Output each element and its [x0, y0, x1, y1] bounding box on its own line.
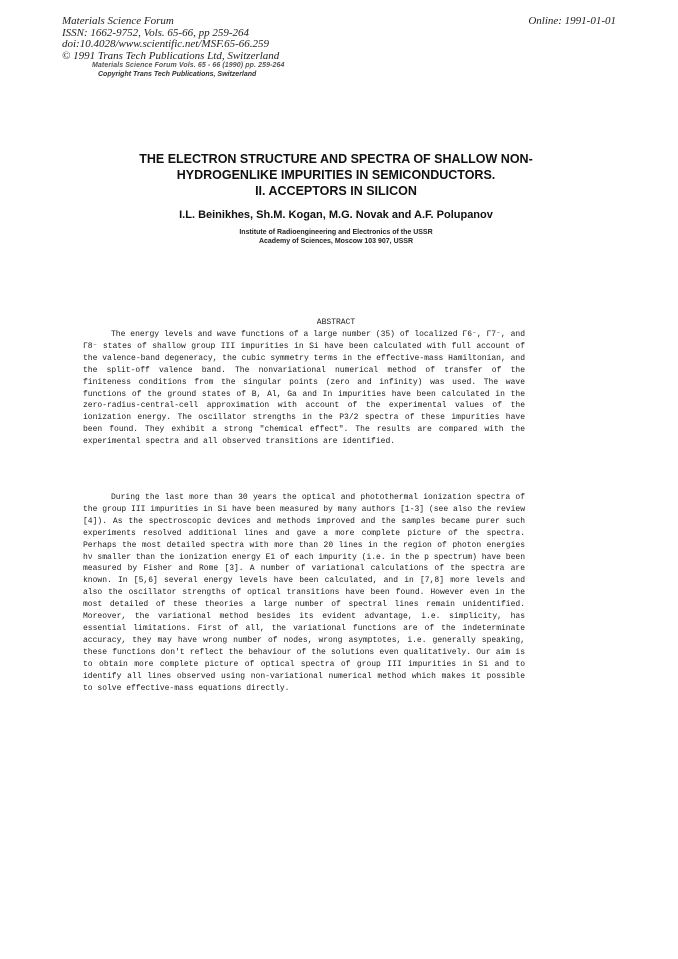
- body-text: [83, 492, 525, 694]
- affiliation-line-2: Academy of Sciences, Moscow 103 907, USSR: [258, 238, 414, 245]
- body-paragraph-1: During the last more than 30 years the optical and photothermal ionization spectra of the group III impurities in Si have been measured by many authors [1-3] (see also the review [4]). As the spectroscopic devices and methods improved and the samples became purer such experiments resolved additional lines and gave a more complete picture of the spectra. Perhaps the most detailed spectra with more than 20 lines in the region of photon energies hν smaller than the ionization energy E1 of each impurity (i.e. in the p spectrum) have been measured by Fisher and Rome [3]. A number of variational calculations of the spectra are known. In [5,6] several energy levels have been calculated, and in [7,8] more levels and also the oscillator strengths of optical transitions have been found. However even in the most detailed of these theories a large number of spectral lines remain unidentified. Moreover, the variational method besides its evident advantage, i.e. simplicity, has essential limitations. First of all, the variational functions are of the indeterminate accuracy, they may have wrong number of nodes, wrong asymptotes, i.e. generally speaking, these functions don't reflect the behaviour of the solutions even qualitatively. Our aim is to obtain more complete picture of optical spectra of group III impurities in Si and to identify all lines observed using non-variational numerical method which makes it possible to solve effective-mass equations directly.: [83, 493, 525, 693]
- title-line-3: II. ACCEPTORS IN SILICON: [255, 184, 417, 198]
- meta-journal: Materials Science Forum: [62, 15, 174, 27]
- meta-doi[interactable]: doi:10.4028/www.scientific.net/MSF.65-66.259: [62, 38, 270, 50]
- meta-copyright: © 1991 Trans Tech Publications Ltd, Switzerland: [62, 49, 280, 62]
- online-date: Online: 1991-01-01: [528, 15, 616, 27]
- title-line-1: THE ELECTRON STRUCTURE AND SPECTRA OF SHALLOW NON-: [139, 152, 533, 166]
- abstract-body: [83, 329, 525, 448]
- article-metadata: [62, 16, 279, 62]
- affiliation-line-1: Institute of Radioengineering and Electronics of the USSR: [239, 229, 433, 236]
- scan-header: [92, 62, 284, 79]
- paper-authors: I.L. Beinikhes, Sh.M. Kogan, M.G. Novak and A.F. Polupanov: [179, 209, 493, 221]
- scan-copyright-line: Copyright Trans Tech Publications, Switzerland: [98, 71, 257, 78]
- paper-title: [60, 151, 612, 199]
- scan-journal-line: Materials Science Forum Vols. 65 - 66 (1990) pp. 259-264: [92, 62, 285, 69]
- title-line-2: HYDROGENLIKE IMPURITIES IN SEMICONDUCTORS.: [176, 168, 496, 182]
- meta-issn: ISSN: 1662-9752, Vols. 65-66, pp 259-264: [62, 26, 249, 39]
- paper-affiliation: [60, 228, 612, 246]
- abstract-heading: ABSTRACT: [316, 318, 356, 327]
- abstract-text: The energy levels and wave functions of a large number (35) of localized Γ6⁻, Γ7⁻, and Γ8⁻ states of shallow group III impurities in Si have been calculated with full account of the valence-band degeneracy, the cubic symmetry terms in the effective-mass Hamiltonian, and the split-off valence band. The nonvariational numerical method of transfer of the finiteness conditions from the singular points (zero and infinity) was used. The wave functions of the ground states of B, Al, Ga and In impurities have been calculated in the zero-radius-central-cell approximation with account of the experimental values of the ionization energy. The oscillator strengths in the P3/2 spectra of these impurities have been found. They exhibit a strong "chemical effect". The results are compared with the experimental spectra and all observed transitions are identified.: [83, 330, 525, 447]
